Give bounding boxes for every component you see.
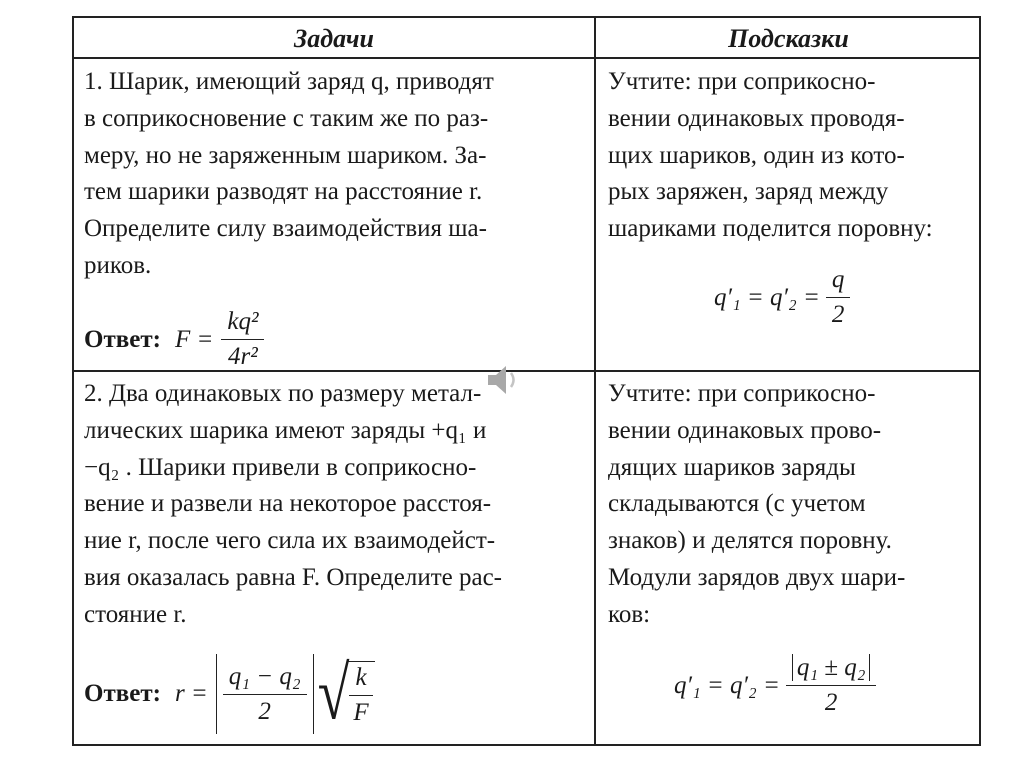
hint-1-formula: [714, 266, 850, 329]
fraction-denominator: 2: [258, 697, 271, 725]
task-1-line: риков.: [84, 251, 152, 279]
fraction-numerator: q₁ ± q₂: [792, 654, 871, 681]
hint-2-text: [608, 376, 970, 634]
tasks-table: [72, 16, 981, 746]
task-2-line: стояние r.: [84, 600, 187, 628]
fraction-denominator: 2: [831, 301, 845, 328]
hint-1-text: [608, 64, 970, 248]
radical-sign-icon: √: [317, 651, 350, 736]
answer-label: Ответ:: [84, 325, 161, 353]
column-divider: [594, 18, 596, 744]
task-2-line: лических шарика имеют заряды +q₁ и: [84, 416, 487, 444]
header-tasks: Задачи: [294, 24, 374, 53]
square-root: [317, 651, 375, 736]
formula-lhs: q′₁ = q′₂ =: [674, 671, 780, 699]
fraction-numerator-abs: [786, 654, 877, 686]
fraction-numerator: kq²: [221, 308, 264, 340]
fraction-denominator: F: [353, 699, 369, 726]
formula-fraction: [826, 266, 851, 329]
task-1-line: тем шарики разводят на расстояние r.: [84, 178, 483, 206]
task-2-line: вение и развели на некоторое расстоя-: [84, 490, 492, 518]
hint-1-line: щих шариков, один из кото-: [608, 141, 905, 169]
hint-1-line: шариками поделится поровну:: [608, 215, 933, 243]
task-2-line: ние r, после чего сила их взаимодейст-: [84, 527, 496, 555]
formula-lhs: q′₁ = q′₂ =: [714, 283, 820, 311]
task-1-line: меру, но не заряженным шариком. За-: [84, 141, 487, 169]
abs-fraction: [223, 663, 307, 726]
hint-2-line: дящих шариков заряды: [608, 453, 856, 481]
sound-wave: [511, 373, 514, 387]
answer-lhs: r =: [174, 680, 208, 707]
speaker-icon[interactable]: [484, 362, 524, 398]
task-2-text: [84, 376, 584, 634]
task-2-answer: [84, 651, 375, 736]
task-1-line: Определите силу взаимодействия ша-: [84, 215, 487, 243]
task-1-line: 1. Шарик, имеющий заряд q, приводят: [84, 68, 494, 95]
task-2-line: 2. Два одинаковых по размеру метал-: [84, 380, 482, 407]
answer-label: Ответ:: [84, 680, 161, 707]
hint-2-line: складываются (с учетом: [608, 490, 866, 518]
answer-fraction: [221, 308, 264, 371]
fraction-numerator: q₁ − q₂: [223, 663, 307, 695]
fraction-numerator: k: [349, 664, 372, 696]
hint-1-line: Учтите: при соприкосно-: [608, 68, 876, 95]
absolute-value: [216, 654, 314, 734]
formula-fraction: [786, 654, 877, 717]
hint-2-line: знаков) и делятся поровну.: [608, 527, 892, 555]
task-1-line: в соприкосновение с таким же по раз-: [84, 104, 489, 132]
sqrt-fraction: [347, 661, 374, 727]
hint-2-line: Учтите: при соприкосно-: [608, 380, 876, 407]
hint-1-line: рых заряжен, заряд между: [608, 178, 889, 206]
speaker-body: [488, 366, 506, 394]
hint-1-line: вении одинаковых проводя-: [608, 104, 905, 132]
header-divider: [74, 57, 979, 59]
hint-2-line: Модули зарядов двух шари-: [608, 563, 906, 591]
task-2-line: вия оказалась равна F. Определите рас-: [84, 563, 502, 591]
fraction-numerator: q: [826, 266, 851, 298]
hint-2-line: вении одинаковых прово-: [608, 416, 882, 444]
fraction-denominator: 2: [824, 689, 838, 716]
task-1-answer: [84, 308, 264, 371]
answer-lhs: F =: [174, 325, 214, 353]
task-1-text: [84, 64, 584, 285]
fraction-denominator: 4r²: [228, 343, 258, 370]
hint-2-line: ков:: [608, 600, 651, 628]
header-hints: Подсказки: [728, 24, 849, 53]
task-2-line: −q₂ . Шарики привели в соприкосно-: [84, 453, 477, 481]
hint-2-formula: [674, 654, 876, 717]
